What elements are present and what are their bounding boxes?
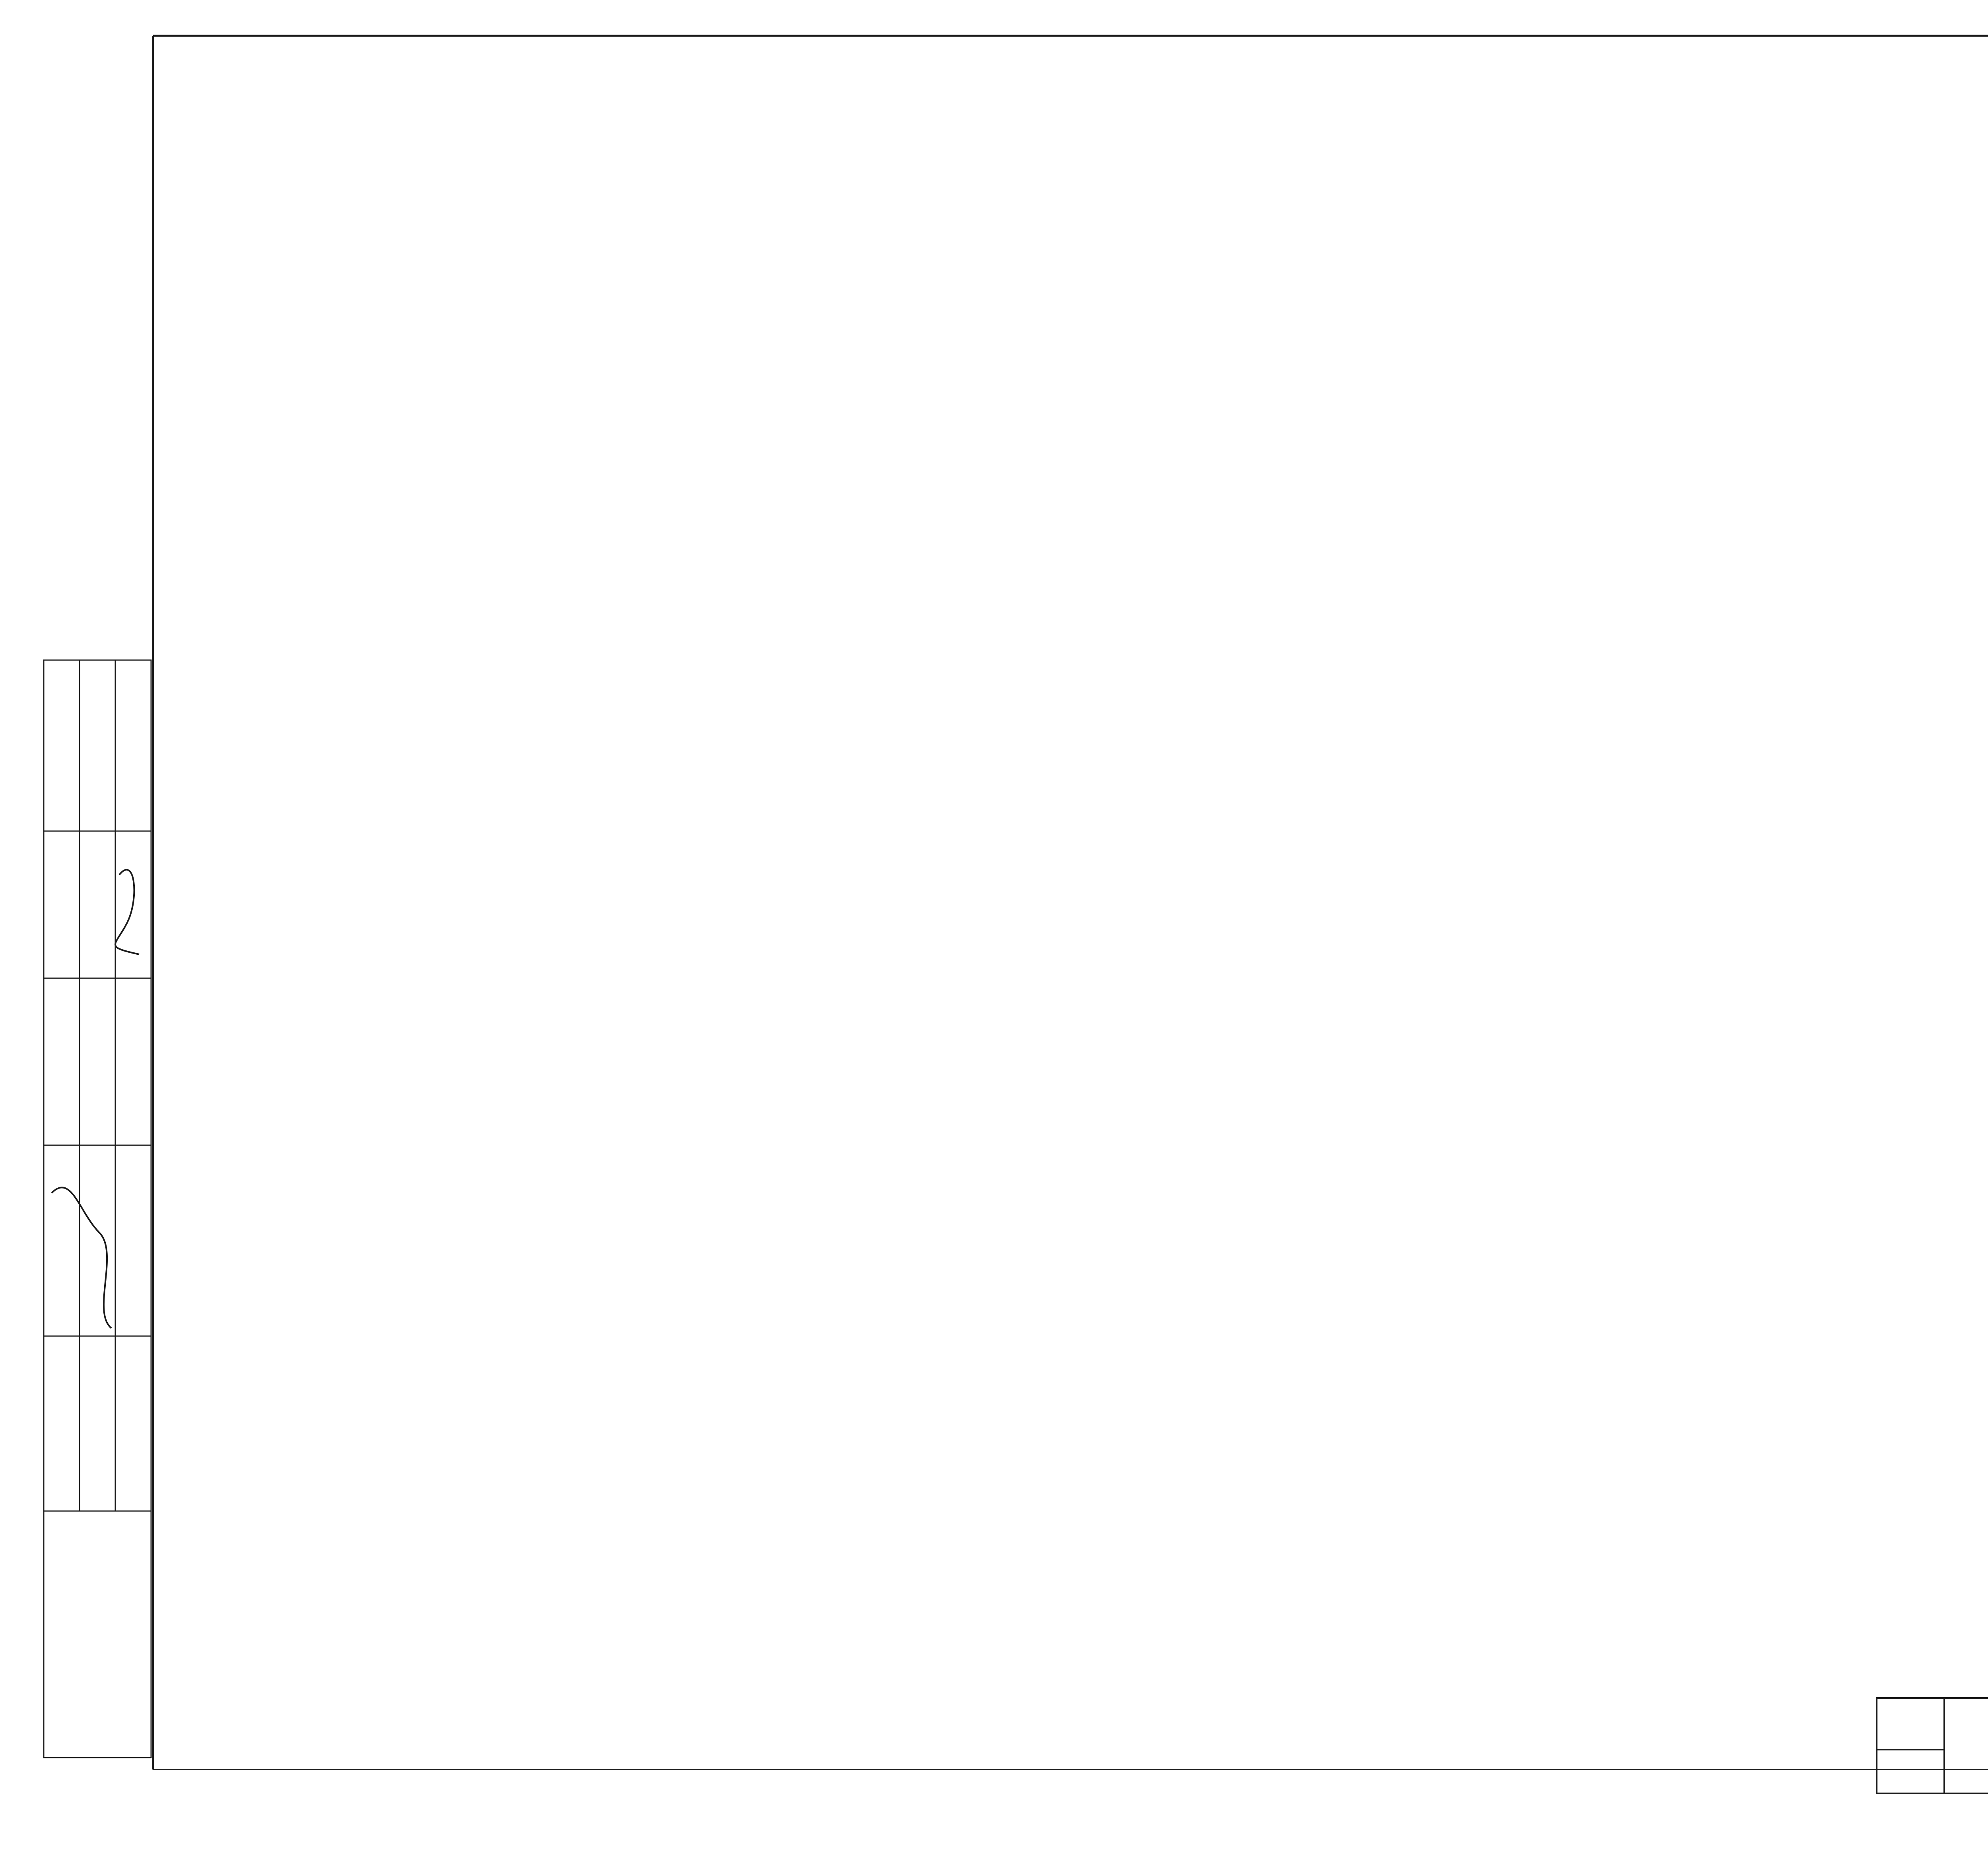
side-stamp: [44, 660, 151, 1758]
sheet-frame: [153, 12, 1988, 1770]
signature: [115, 870, 139, 954]
signature: [52, 1187, 111, 1328]
title-block: [1877, 1698, 1988, 1793]
